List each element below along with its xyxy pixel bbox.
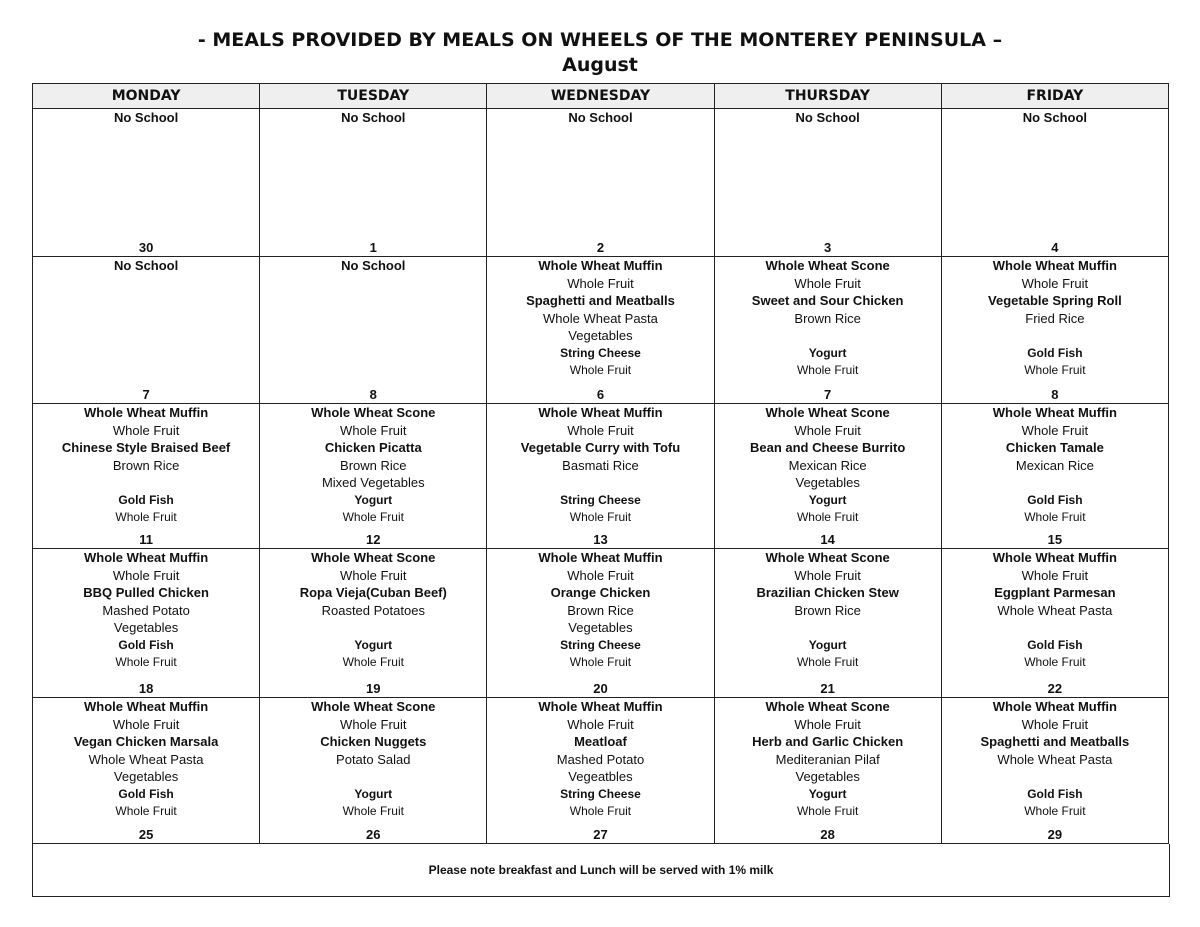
meal-item: Meatloaf [574,734,627,749]
meal-item: Yogurt [808,637,847,652]
meal-item: Yogurt [808,786,847,801]
header-tuesday: TUESDAY [260,84,487,109]
meal-item: No School [1022,110,1088,125]
day-cell [941,698,1168,844]
meal-item: Mashed Potato [556,751,645,767]
meal-item: Vegan Chicken Marsala [73,734,219,749]
day-cell [714,109,941,257]
meal-item: Gold Fish [1027,786,1083,801]
meal-item: Yogurt [354,492,393,507]
meal-item: No School [341,110,406,125]
meal-item: Roasted Potatoes [321,602,425,618]
meal-item: Brown Rice [340,457,407,473]
meal-item: Spaghetti and Meatballs [980,734,1130,749]
day-cell [487,109,714,257]
meal-item: Whole Wheat Pasta [543,310,658,326]
day-cell-content [715,257,941,403]
day-number: 22 [1047,681,1063,696]
day-number: 18 [138,681,154,696]
meal-item: No School [341,258,406,273]
meal-item: Whole Fruit [796,804,859,818]
meal-list [942,404,1168,532]
day-number: 25 [138,827,154,842]
meal-item: Basmati Rice [562,457,639,473]
day-number: 8 [1051,387,1059,402]
meal-item: Whole Fruit [340,716,407,732]
day-cell [941,109,1168,257]
day-cell-content [487,257,713,403]
day-number: 12 [366,532,381,547]
day-number: 11 [139,532,153,547]
weekday-header-row [33,84,1169,109]
meal-item [715,619,941,637]
day-cell [714,698,941,844]
day-number: 14 [820,532,835,547]
day-number: 2 [596,240,605,255]
day-cell-content [487,109,713,256]
meal-item: Eggplant Parmesan [994,585,1116,600]
day-cell [33,257,260,404]
meal-item: Whole Fruit [794,275,861,291]
header-monday: MONDAY [33,84,260,109]
meal-list [487,109,713,240]
day-cell [260,549,487,698]
meal-list [260,698,486,827]
meal-item: Whole Fruit [340,422,407,438]
day-cell [487,698,714,844]
header-friday: FRIDAY [941,84,1168,109]
meal-item: Whole Fruit [569,363,632,377]
week-row [33,109,1169,257]
meal-item: Whole Wheat Pasta [997,751,1113,767]
meal-item: Whole Wheat Scone [311,405,436,420]
day-cell-content [260,109,486,256]
meal-item: Chicken Picatta [324,440,422,455]
day-cell [33,549,260,698]
meal-item: Brown Rice [567,602,634,618]
meal-list [260,404,486,532]
meal-list [33,109,259,240]
meal-item: Whole Fruit [1024,655,1086,669]
meal-item: Vegetable Curry with Tofu [520,440,681,455]
day-cell [260,404,487,549]
meal-item: Whole Fruit [340,567,407,583]
day-cell-content [487,404,713,548]
meal-item: Whole Wheat Scone [765,699,890,714]
day-cell-content [942,109,1168,256]
meal-item: Vegetables [113,620,179,635]
day-number: 4 [1051,240,1059,255]
meal-item: Bean and Cheese Burrito [749,440,906,455]
meal-item: Mexican Rice [1015,457,1094,473]
meal-item: String Cheese [560,786,641,801]
day-cell [260,109,487,257]
meal-item: Mexican Rice [788,457,867,473]
meal-item: Brazilian Chicken Stew [756,585,899,600]
page-title [0,28,1200,78]
meal-list [33,404,259,532]
meal-item: Vegetable Spring Roll [988,293,1122,308]
day-cell-content [942,549,1168,697]
meal-item: Whole Wheat Scone [311,550,436,565]
calendar-body [33,109,1169,844]
meal-item: Vegetables [568,620,633,635]
day-cell-content [715,698,941,843]
meal-item: Brown Rice [794,602,861,618]
meal-list [33,257,259,387]
meal-item: Gold Fish [1027,492,1083,507]
meal-item: Whole Wheat Scone [765,258,890,273]
meal-item: Whole Fruit [567,422,634,438]
day-cell-content [715,404,941,548]
day-cell-content [260,549,486,697]
meal-item: Mixed Vegetables [321,475,425,490]
meal-item: Whole Fruit [115,510,177,524]
day-cell [260,698,487,844]
meal-item: No School [568,110,633,125]
meal-list [487,549,713,681]
meal-item [33,474,259,492]
day-cell-content [260,404,486,548]
day-cell-content [33,109,259,256]
menu-calendar [32,83,1169,844]
meal-item: Whole Wheat Scone [311,699,436,714]
meal-item: Yogurt [354,786,393,801]
meal-item: Whole Fruit [112,716,180,732]
meal-item [942,768,1168,786]
meal-item: Whole Wheat Muffin [992,550,1117,565]
meal-item: Potato Salad [336,751,411,767]
day-cell [33,109,260,257]
meal-item: Whole Fruit [796,363,859,377]
meal-item: Yogurt [808,345,847,360]
day-cell [941,257,1168,404]
meal-list [715,109,941,240]
day-cell [487,404,714,549]
title-month: August [562,54,638,76]
meal-item: Gold Fish [118,786,174,801]
meal-item: Whole Fruit [796,655,859,669]
meal-item: Whole Wheat Muffin [538,405,663,420]
meal-item: Whole Fruit [569,510,632,524]
day-number: 15 [1047,532,1063,547]
meal-item: Chicken Nuggets [320,734,427,749]
day-cell-content [33,404,259,548]
meal-item: Whole Wheat Scone [765,405,890,420]
week-row [33,257,1169,404]
day-number: 1 [369,240,377,255]
meal-item: Whole Fruit [796,510,859,524]
meal-item: No School [113,258,179,273]
meal-item: Whole Wheat Pasta [88,751,204,767]
meal-item: Whole Fruit [794,716,861,732]
meal-item: Whole Fruit [567,275,634,291]
meal-item: Chicken Tamale [1005,440,1104,455]
meal-item: Whole Fruit [112,567,180,583]
meal-item: Whole Fruit [115,804,177,818]
meal-item [942,474,1168,492]
meal-list [487,257,713,387]
meal-item: Whole Wheat Muffin [83,550,209,565]
meal-item [942,327,1168,345]
meal-item: Whole Wheat Muffin [538,550,663,565]
meal-item: Gold Fish [118,637,174,652]
meal-list [942,109,1168,240]
meal-item: Whole Wheat Muffin [992,405,1117,420]
meal-item: Whole Fruit [794,567,861,583]
meal-item: Gold Fish [118,492,174,507]
meal-list [942,549,1168,681]
meal-item: Brown Rice [112,457,180,473]
meal-item: Whole Fruit [1021,275,1089,291]
meal-item: Vegetables [795,769,860,784]
meal-item: Gold Fish [1027,345,1083,360]
footer-note: Please note breakfast and Lunch will be served with 1% milk [32,844,1170,897]
meal-item: Whole Wheat Scone [765,550,890,565]
meal-list [487,404,713,532]
meal-list [715,549,941,681]
meal-list [260,109,486,240]
meal-item: Whole Fruit [569,655,632,669]
day-cell [714,257,941,404]
meal-item: Whole Fruit [115,655,177,669]
day-number: 19 [366,681,381,696]
meal-item: Whole Wheat Muffin [538,258,663,273]
meal-list [942,257,1168,387]
meal-item: Whole Wheat Muffin [538,699,663,714]
meal-item: Whole Fruit [794,422,861,438]
day-number: 30 [138,240,154,255]
meal-item: Whole Fruit [1021,716,1089,732]
meal-item: Whole Fruit [1024,363,1086,377]
day-number: 20 [593,681,608,696]
meal-list [33,698,259,827]
meal-item: Vegeatbles [568,769,633,784]
meal-item: Fried Rice [1025,310,1085,326]
meal-item: Chinese Style Braised Beef [61,440,231,455]
day-number: 29 [1047,827,1063,842]
meal-list [715,698,941,827]
meal-item: String Cheese [560,345,641,360]
day-cell-content [33,549,259,697]
meal-item [487,474,713,492]
meal-list [487,698,713,827]
meal-item: Whole Fruit [342,804,404,818]
meal-item: No School [113,110,179,125]
meal-item: Whole Fruit [1021,567,1089,583]
meal-item: Ropa Vieja(Cuban Beef) [299,585,447,600]
day-number: 21 [820,681,835,696]
day-number: 6 [596,387,605,402]
meal-item [260,619,486,637]
meal-item: Gold Fish [1027,637,1083,652]
meal-item: Spaghetti and Meatballs [526,293,675,308]
meal-item: Yogurt [808,492,847,507]
day-number: 28 [820,827,835,842]
day-cell-content [487,549,713,697]
week-row [33,404,1169,549]
meal-item: Whole Fruit [567,567,634,583]
meal-item [260,768,486,786]
day-cell [941,549,1168,698]
day-cell-content [260,698,486,843]
meal-item: Whole Fruit [342,510,404,524]
day-cell-content [33,257,259,403]
meal-list [260,257,486,387]
meal-item: Sweet and Sour Chicken [751,293,904,308]
day-cell [33,404,260,549]
meal-item: Orange Chicken [550,585,651,600]
meal-item: Herb and Garlic Chicken [752,734,904,749]
day-cell-content [33,698,259,843]
day-number: 13 [593,532,608,547]
meal-item: Whole Wheat Pasta [997,602,1113,618]
meal-item: Whole Fruit [1024,804,1086,818]
meal-list [942,698,1168,827]
meal-item: Brown Rice [794,310,861,326]
meal-item: Whole Fruit [569,804,632,818]
day-number: 26 [366,827,381,842]
day-cell [487,257,714,404]
day-number: 3 [824,240,832,255]
meal-list [260,549,486,681]
day-cell [260,257,487,404]
week-row [33,698,1169,844]
meal-item: Whole Wheat Muffin [83,699,209,714]
meal-item: Vegetables [113,769,179,784]
meal-item: Yogurt [354,637,393,652]
day-cell-content [487,698,713,843]
day-cell-content [260,257,486,403]
meal-item: Whole Wheat Muffin [992,699,1117,714]
header-thursday: THURSDAY [714,84,941,109]
day-number: 7 [142,387,150,402]
meal-item: Whole Fruit [1024,510,1086,524]
meal-item: Vegetables [568,328,633,343]
title-line-1: - MEALS PROVIDED BY MEALS ON WHEELS OF THE MONTEREY PENINSULA – [197,29,1003,51]
meal-list [715,257,941,387]
meal-item [715,327,941,345]
day-cell [714,549,941,698]
day-cell [714,404,941,549]
meal-list [33,549,259,681]
day-cell [487,549,714,698]
day-cell-content [715,549,941,697]
meal-item: No School [795,110,860,125]
day-cell-content [942,698,1168,843]
day-number: 27 [593,827,608,842]
meal-item [942,619,1168,637]
day-cell-content [715,109,941,256]
day-cell-content [942,257,1168,403]
header-wednesday: WEDNESDAY [487,84,714,109]
meal-list [715,404,941,532]
meal-item: Mashed Potato [102,602,190,618]
meal-item: Whole Fruit [567,716,634,732]
meal-item: Whole Fruit [1021,422,1089,438]
day-cell [33,698,260,844]
meal-item: Whole Fruit [112,422,180,438]
day-number: 7 [824,387,832,402]
day-number: 8 [369,387,377,402]
meal-item: Whole Wheat Muffin [992,258,1117,273]
meal-item: Whole Wheat Muffin [83,405,209,420]
meal-item: Whole Fruit [342,655,404,669]
week-row [33,549,1169,698]
meal-item: Vegetables [795,475,860,490]
day-cell [941,404,1168,549]
meal-item: String Cheese [560,637,641,652]
meal-item: String Cheese [560,492,641,507]
meal-item: Mediteranian Pilaf [775,751,880,767]
meal-item: BBQ Pulled Chicken [83,585,209,600]
day-cell-content [942,404,1168,548]
